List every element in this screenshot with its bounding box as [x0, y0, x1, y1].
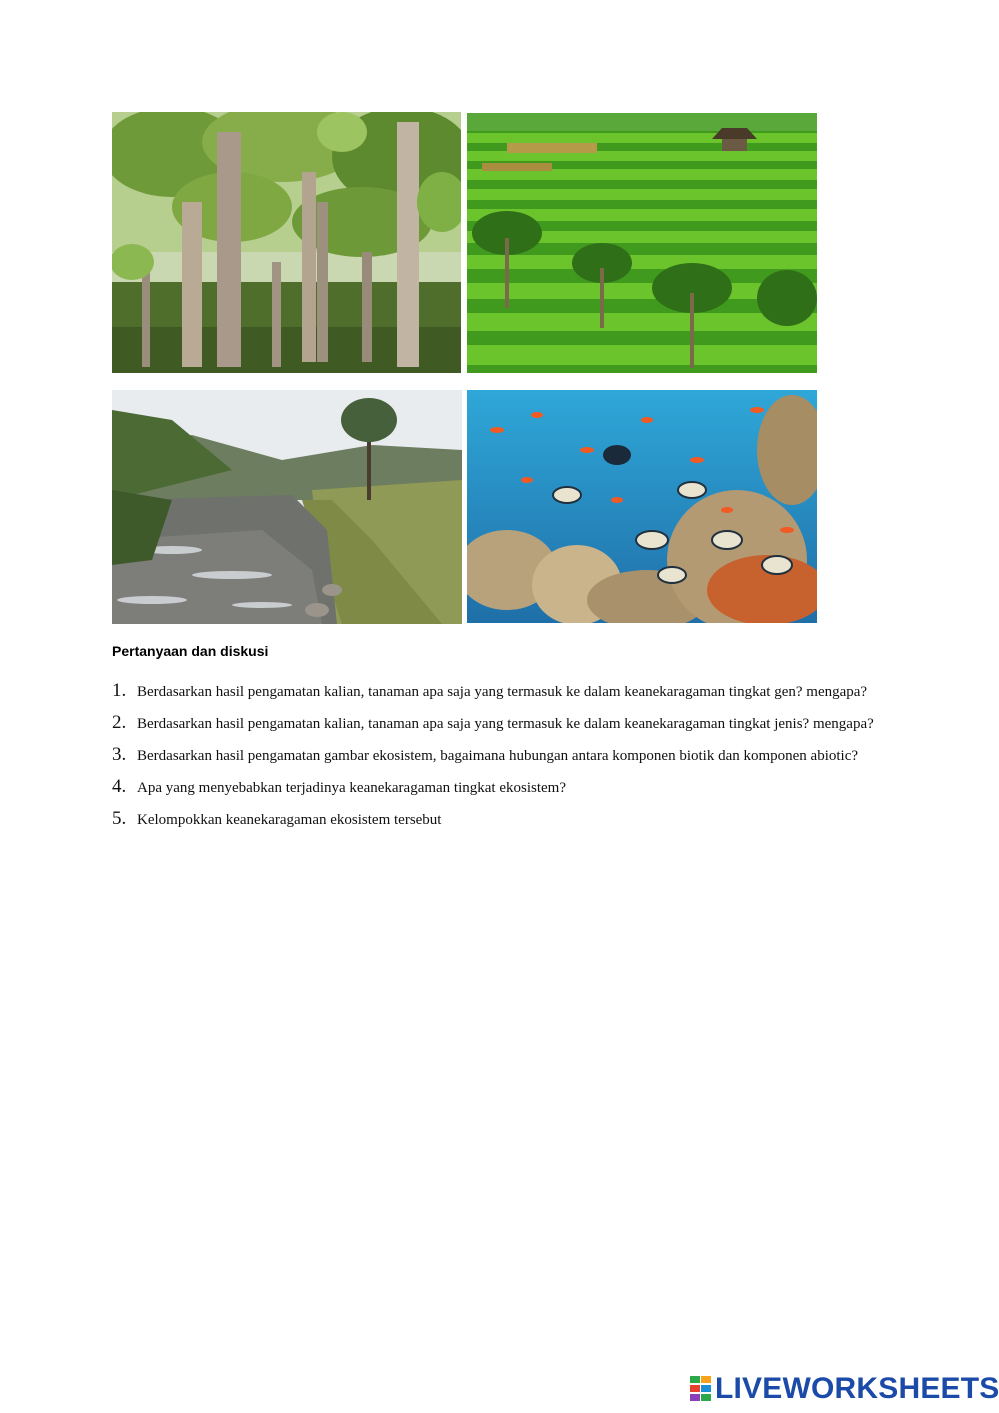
question-item [112, 809, 902, 832]
question-text: Berdasarkan hasil pengamatan kalian, tanaman apa saja yang termasuk ke dalam keanekaragaman tingkat gen? mengapa? [137, 684, 868, 700]
section-heading: Pertanyaan dan diskusi [112, 643, 269, 659]
liveworksheets-logo[interactable] [690, 1372, 999, 1406]
question-number: 2. [112, 712, 127, 733]
question-item [112, 745, 902, 768]
question-text: Apa yang menyebabkan terjadinya keanekaragaman tingkat ekosistem? [137, 780, 566, 796]
question-text: Berdasarkan hasil pengamatan kalian, tanaman apa saja yang termasuk ke dalam keanekaragaman tingkat jenis? mengapa? [137, 716, 874, 732]
coral-reef-image [467, 390, 817, 623]
question-text: Berdasarkan hasil pengamatan gambar ekosistem, bagaimana hubungan antara komponen biotik dan komponen abiotic? [137, 748, 859, 764]
question-item [112, 681, 902, 704]
question-list [112, 681, 902, 841]
question-number: 5. [112, 808, 127, 829]
liveworksheets-logo-icon [690, 1376, 712, 1402]
rice-terrace-image [467, 113, 817, 373]
question-number: 1. [112, 680, 127, 701]
brand-name: LIVEWORKSHEETS [715, 1372, 999, 1405]
river-image [112, 390, 462, 624]
question-number: 3. [112, 744, 127, 765]
question-item [112, 777, 902, 800]
question-text: Kelompokkan keanekaragaman ekosistem tersebut [137, 812, 442, 828]
question-item [112, 713, 902, 736]
question-number: 4. [112, 776, 127, 797]
teak-forest-image [112, 112, 461, 373]
